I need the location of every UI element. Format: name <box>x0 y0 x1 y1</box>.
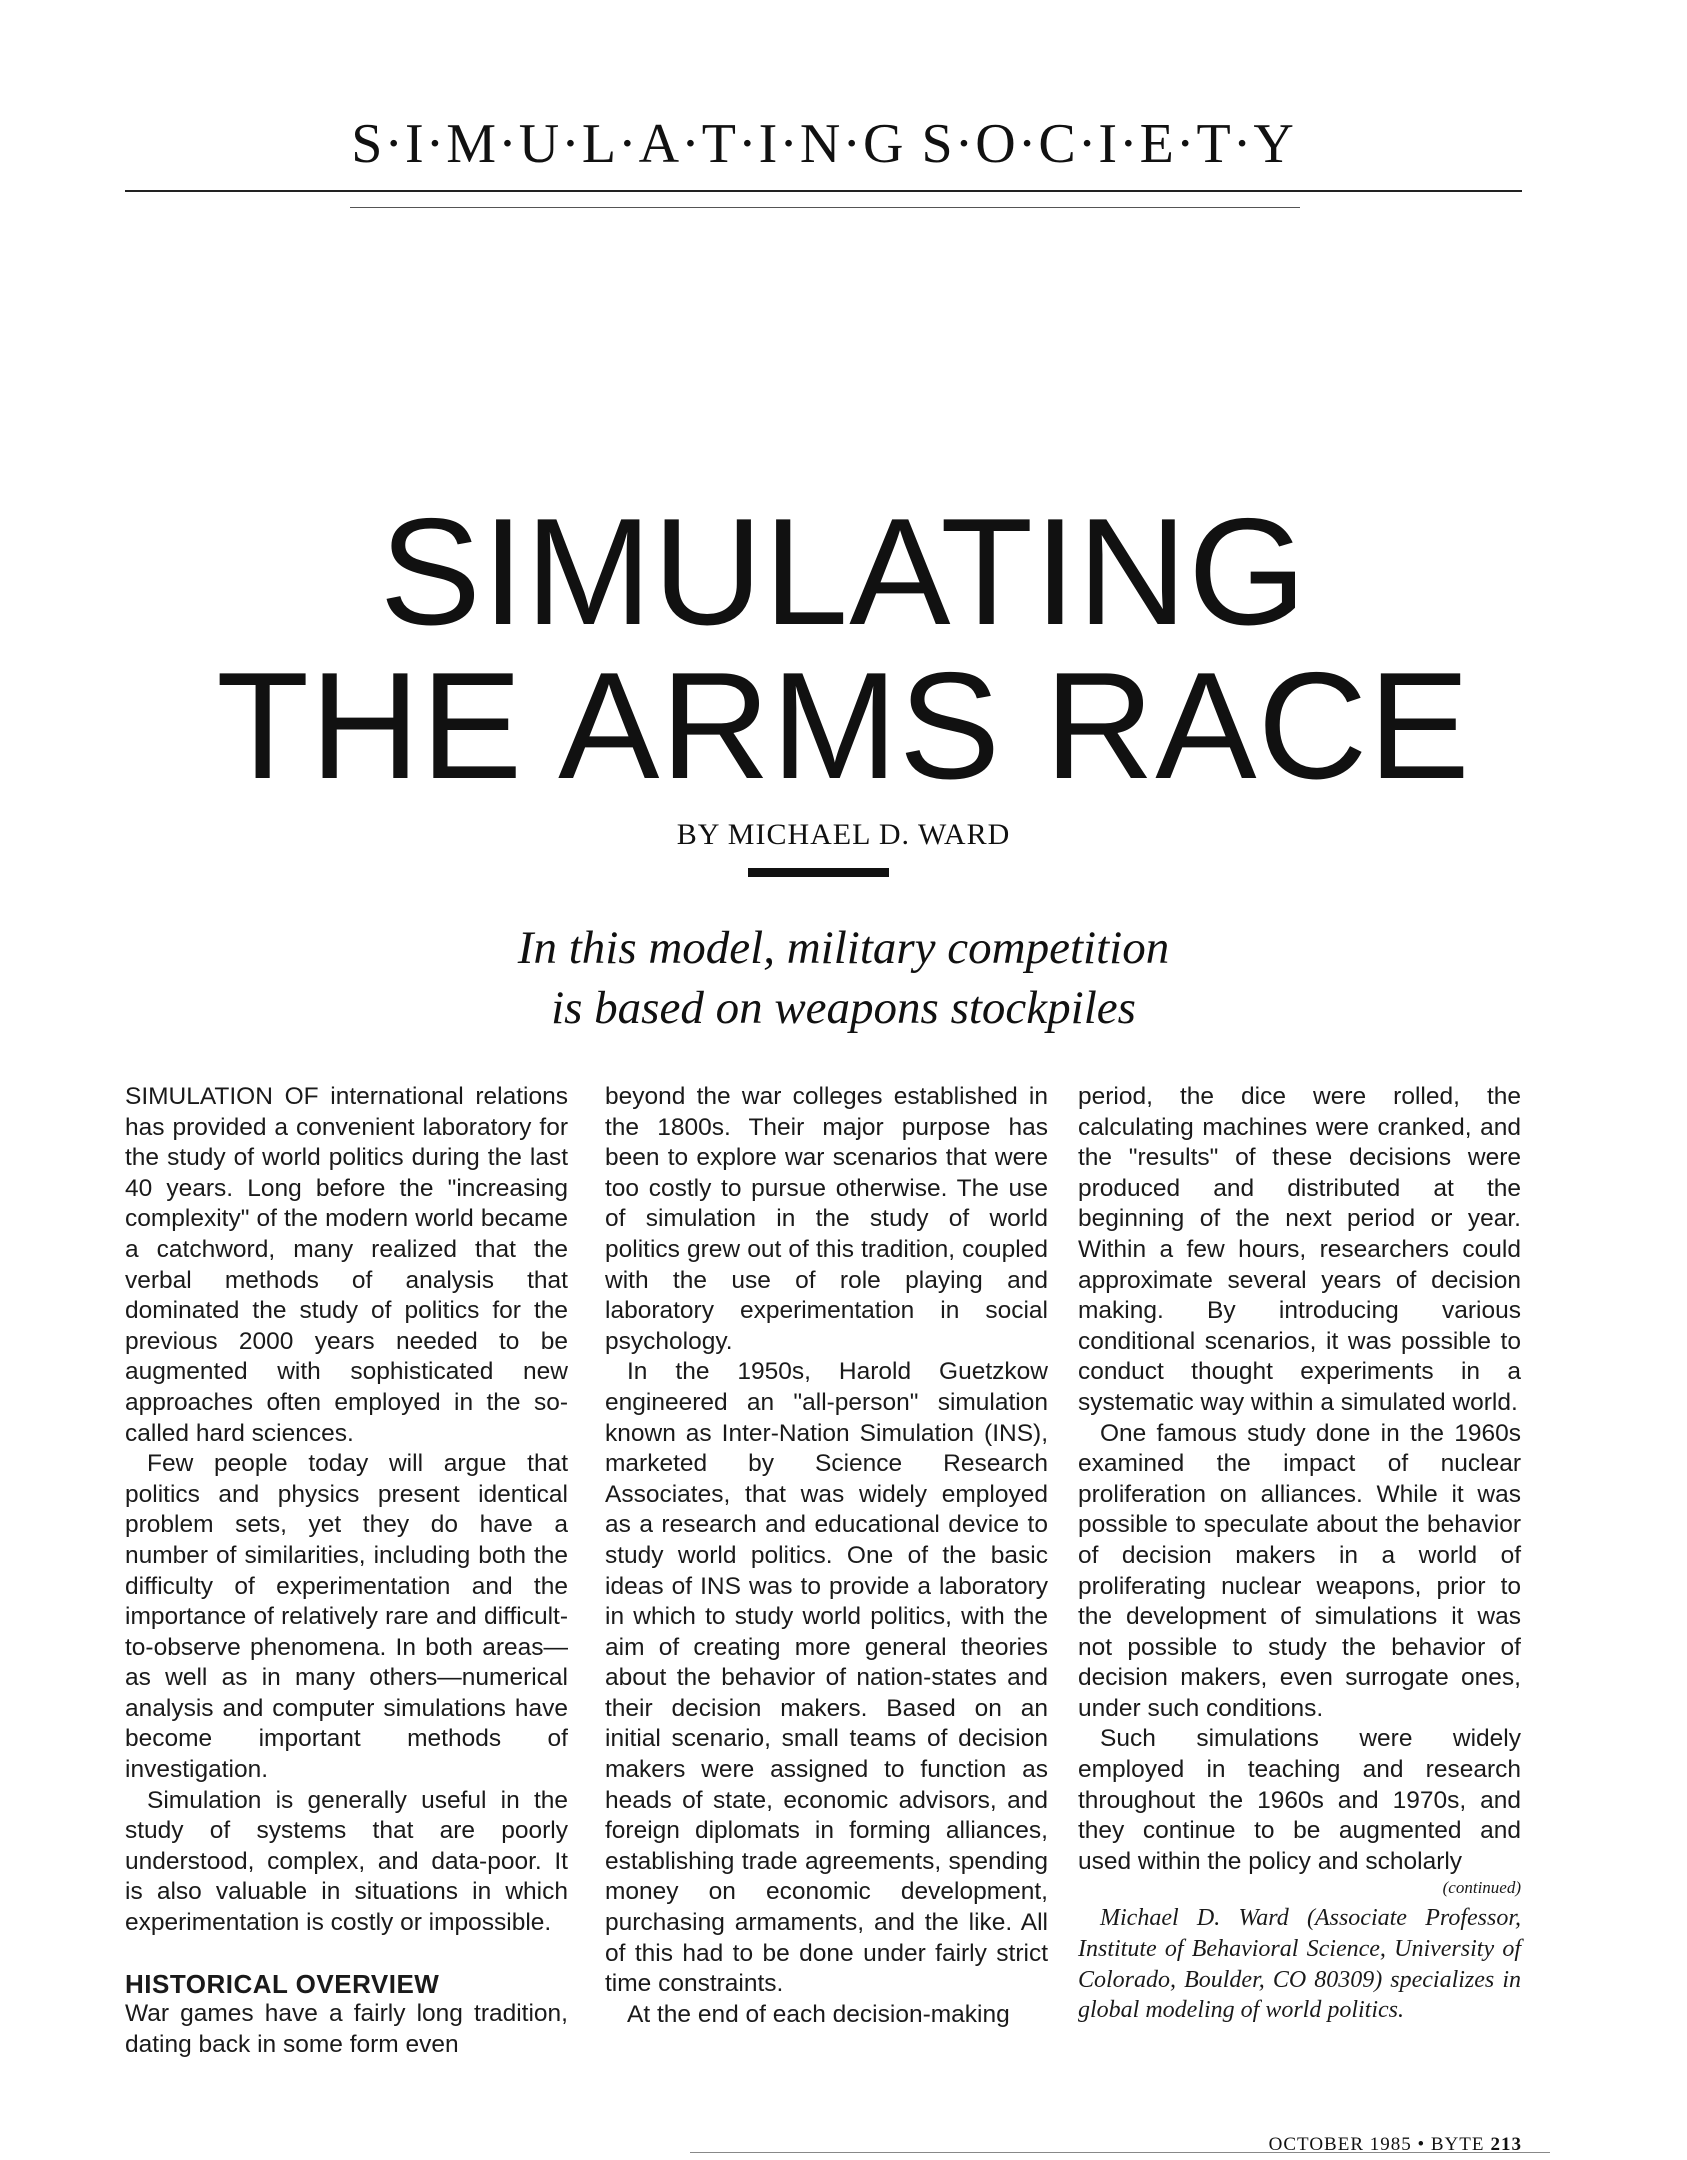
title-line-1: SIMULATING <box>379 487 1308 657</box>
column-2 <box>605 1082 1048 2030</box>
paragraph: War games have a fairly long tradition, dating back in some form even <box>125 2000 568 2058</box>
page-number: 213 <box>1490 2134 1522 2155</box>
author-bio: Michael D. Ward (Associate Professor, Institute of Behavioral Science, University of Colorado, Boulder, CO 80309) specializes in global modeling of world politics. <box>1078 1905 1521 2024</box>
paragraph: beyond the war colleges established in the 1800s. Their major purpose has been to explore war scenarios that were too costly to pursue otherwise. The use of simulation in the study of world politics grew out of this tradition, coupled with the use of role playing and laboratory experimentation in social psychology. <box>605 1083 1048 1355</box>
paragraph: In the 1950s, Harold Guetzkow engineered an "all-person" simulation known as Inter-Nation Simulation (INS), marketed by Science Research Associates, that was widely employed as a research and educational device to study world politics. One of the basic ideas of INS was to provide a laboratory in which to study world politics, with the aim of creating more general theories about the behavior of nation-states and their decision makers. Based on an initial scenario, small teams of decision makers were assigned to function as heads of state, economic advisors, and foreign diplomats in forming alliances, establishing trade agreements, spending money on economic development, purchasing armaments, and the like. All of this had to be done under fairly strict time constraints. <box>605 1358 1048 1998</box>
header-subrule <box>350 207 1300 208</box>
paragraph: Such simulations were widely employed in teaching and research throughout the 1960s and 1970s, and they continue to be augmented and used within the policy and scholarly <box>1078 1725 1521 1875</box>
paragraph: Simulation is generally useful in the study of systems that are poorly understood, complex, and data-poor. It is also valuable in situations in which experimentation is costly or impossible. <box>125 1786 568 1937</box>
paragraph: At the end of each decision-making <box>627 2000 1010 2028</box>
section-header: S·I·M·U·L·A·T·I·N·G S·O·C·I·E·T·Y <box>351 113 1296 175</box>
continued-note: (continued) <box>1442 1878 1521 1898</box>
paragraph: SIMULATION OF international relations has provided a convenient laboratory for the study of world politics during the last 40 years. Long before the "increasing complexity" of the modern world became a catchword, many realized that the verbal methods of analysis that dominated the study of politics for the previous 2000 years needed to be augmented with sophisticated new approaches often employed in the so-called hard sciences. <box>125 1083 568 1447</box>
column-3 <box>1078 1082 1521 2026</box>
deck-line-1: In this model, military competition <box>517 922 1170 974</box>
title-line-2: THE ARMS RACE <box>216 641 1471 811</box>
paragraph: Few people today will argue that politics and physics present identical problem sets, yet they do have a number of similarities, including both the difficulty of experimentation and the importance of relatively rare and difficult-to-observe phenomena. In both areas—as well as in many others—numerical analysis and computer simulations have become important methods of investigation. <box>125 1450 568 1784</box>
byline-bar <box>748 868 889 877</box>
paragraph: period, the dice were rolled, the calculating machines were cranked, and the "results" of these decisions were produced and distributed at the beginning of the next period or year. Within a few hours, researchers could approximate several years of decision making. By introducing various conditional scenarios, it was possible to conduct thought experiments in a systematic way within a simulated world. <box>1078 1083 1521 1416</box>
header-rule <box>125 190 1522 192</box>
paragraph: One famous study done in the 1960s examined the impact of nuclear proliferation on alliances. While it was possible to speculate about the behavior of decision makers in a world of proliferating nuclear weapons, prior to the development of simulations it was not possible to study the behavior of decision makers, even surrogate ones, under such conditions. <box>1078 1419 1521 1722</box>
article-title <box>0 487 1687 811</box>
column-1 <box>125 1082 568 2060</box>
deck <box>0 918 1687 1038</box>
issue-label: OCTOBER 1985 • BYTE <box>1268 2134 1485 2155</box>
section-subhead: HISTORICAL OVERVIEW <box>125 1968 440 1999</box>
byline: BY MICHAEL D. WARD <box>676 818 1011 851</box>
deck-line-2: is based on weapons stockpiles <box>551 982 1136 1034</box>
footer-rule <box>690 2152 1550 2153</box>
